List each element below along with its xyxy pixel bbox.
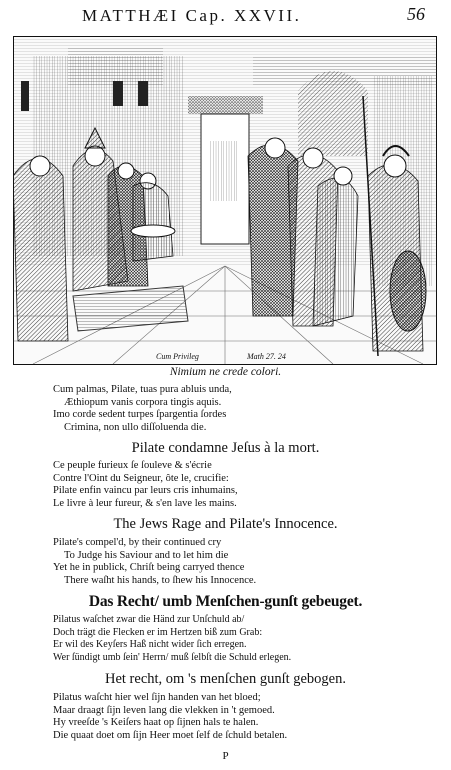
english-heading: The Jews Rage and Pilate's Innocence.	[113, 516, 338, 532]
signature-mark: P	[222, 750, 229, 762]
page-number: 56	[407, 4, 425, 24]
engraving-illustration	[13, 36, 437, 365]
latin-stanza	[53, 384, 423, 434]
verse-line: Wer ſündigt umb ſein' Herrn/ muß ſelbſt die Schuld erlegen.	[53, 651, 292, 663]
verse-line: Æthiopum vanis corpora tingis aquis.	[64, 396, 222, 408]
verse-line: Crimina, non ullo diſſoluenda die.	[64, 421, 207, 433]
verse-line: Pilatus waſcht hier wel ſijn handen van het bloed;	[53, 692, 261, 703]
verse-line: Yet he in publick, Chriſt being carryed thence	[53, 562, 245, 574]
french-stanza	[53, 460, 423, 510]
verse-line: Hy vreeſde 's Keiſers haat op ſijnen hals te halen.	[53, 717, 259, 729]
german-heading: Das Recht/ umb Menſchen-gunſt gebeuget.	[88, 593, 363, 610]
verse-line: Contre l'Oint du Seigneur, ôte le, crucifie:	[53, 472, 229, 484]
verse-line: To Judge his Saviour and to let him die	[64, 549, 229, 561]
english-stanza	[53, 537, 423, 587]
verse-line: Pilate enfin vaincu par leurs cris inhumains,	[53, 485, 238, 497]
verse-line: Pilate's compel'd, by their continued cry	[53, 537, 222, 548]
page-header	[0, 4, 451, 26]
verse-line: There waſht his hands, to ſhew his Innocence.	[64, 574, 257, 586]
verse-line: Die quaat doet om ſijn Heer moet ſelf de ſchuld betalen.	[53, 729, 288, 741]
dutch-heading: Het recht, om 's menſchen gunſt gebogen.	[105, 671, 346, 687]
engraving-scripture-reference: Math 27. 24	[247, 352, 286, 361]
running-title: MATTHÆI Cap. XXVII.	[82, 6, 302, 25]
verse-line: Maar draagt ſijn leven lang die vlekken in 't gemoed.	[53, 704, 275, 716]
plate-motto: Nimium ne crede colori.	[169, 366, 282, 378]
verse-line: Imo corde sedent turpes ſpargentia ſordes	[53, 409, 227, 421]
verse-line: Le livre à leur fureur, & s'en lave les mains.	[53, 497, 237, 509]
engraving-signature-privilege: Cum Privileg	[156, 352, 199, 361]
verse-line: Er wil des Keyſers Haß nicht wider ſich erregen.	[53, 639, 247, 651]
dutch-stanza	[53, 692, 423, 742]
engraving-plate	[13, 36, 437, 365]
verse-line: Pilatus waſchet zwar die Händ zur Unſchuld ab/	[53, 614, 245, 625]
verse-line: Cum palmas, Pilate, tuas pura abluis unda,	[53, 384, 232, 395]
verse-line: Doch trägt die Flecken er im Hertzen biß zum Grab:	[53, 626, 263, 638]
verse-line: Ce peuple furieux ſe ſouleve & s'écrie	[53, 460, 212, 471]
french-heading: Pilate condamne Jeſus à la mort.	[131, 440, 320, 456]
german-stanza	[53, 614, 423, 664]
